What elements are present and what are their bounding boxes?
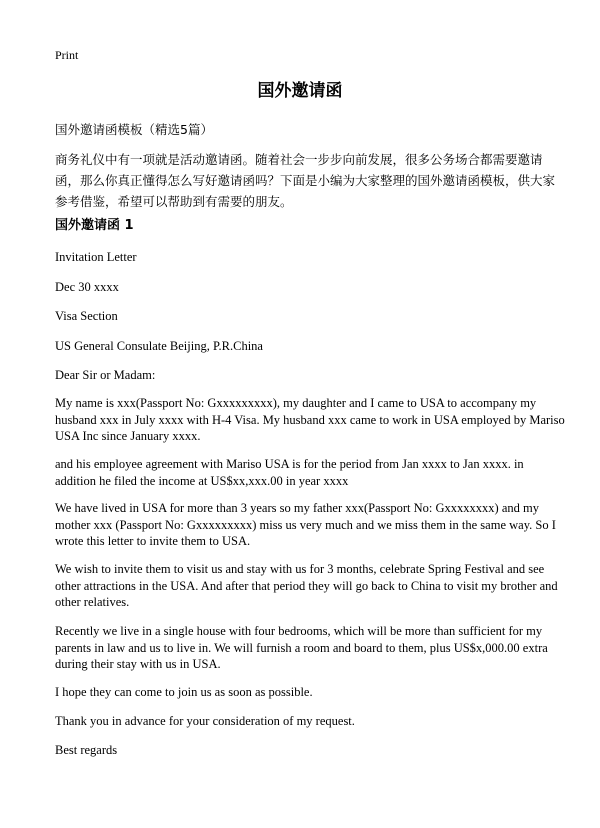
letter-recipient-line-2: US General Consulate Beijing, P.R.China bbox=[55, 339, 263, 353]
letter-paragraph-3: We have lived in USA for more than 3 years so my father xxx(Passport No: Gxxxxxxxx) and my mother xxx (Passport No: Gxxxxxxxxx) miss us very much and we miss them in the same way. So I wrote this letter to invite them to USA. bbox=[55, 501, 556, 548]
letter-date: Dec 30 xxxx bbox=[55, 280, 119, 294]
letter-paragraph-4: We wish to invite them to visit us and stay with us for 3 months, celebrate Spring Festival and see other attractions in the USA. And after that period they will go back to China to visit my brother and other relatives. bbox=[55, 562, 558, 609]
letter-paragraph-1: My name is xxx(Passport No: Gxxxxxxxxx), my daughter and I came to USA to accompany my husband xxx in July xxxx with H-4 Visa. My husband xxx came to work in USA employed by Mariso USA Inc since January xxxx. bbox=[55, 396, 565, 443]
letter-heading: Invitation Letter bbox=[55, 250, 137, 264]
document-title: 国外邀请函 bbox=[257, 81, 343, 101]
letter-paragraph-2: and his employee agreement with Mariso USA is for the period from Jan xxxx to Jan xxxx. in addition he filed the income at US$xx,xxx.00 in year xxxx bbox=[55, 457, 524, 488]
letter-recipient-line-1: Visa Section bbox=[55, 309, 118, 323]
letter-sign-off: Best regards bbox=[55, 743, 118, 757]
intro-paragraph: 商务礼仪中有一项就是活动邀请函。随着社会一步步向前发展，很多公务场合都需要邀请函，那么你真正懂得怎么写好邀请函吗？下面是小编为大家整理的国外邀请函模板，供大家参考借鉴，希望可以帮助到有需要的朋友。 bbox=[55, 152, 556, 209]
letter-paragraph-5: Recently we live in a single house with four bedrooms, which will be more than sufficient for my parents in law and us to live in. We will furnish a room and board to them, plus US$x,000.00 extra during their stay with us in USA. bbox=[55, 624, 548, 671]
print-link[interactable]: Print bbox=[55, 48, 79, 62]
section-heading: 国外邀请函 1 bbox=[55, 218, 134, 233]
letter-closing-1: I hope they can come to join us as soon as possible. bbox=[55, 685, 313, 699]
document-subtitle: 国外邀请函模板（精选5篇） bbox=[55, 122, 213, 137]
letter-closing-2: Thank you in advance for your consideration of my request. bbox=[55, 714, 355, 728]
letter-salutation: Dear Sir or Madam: bbox=[55, 368, 156, 382]
